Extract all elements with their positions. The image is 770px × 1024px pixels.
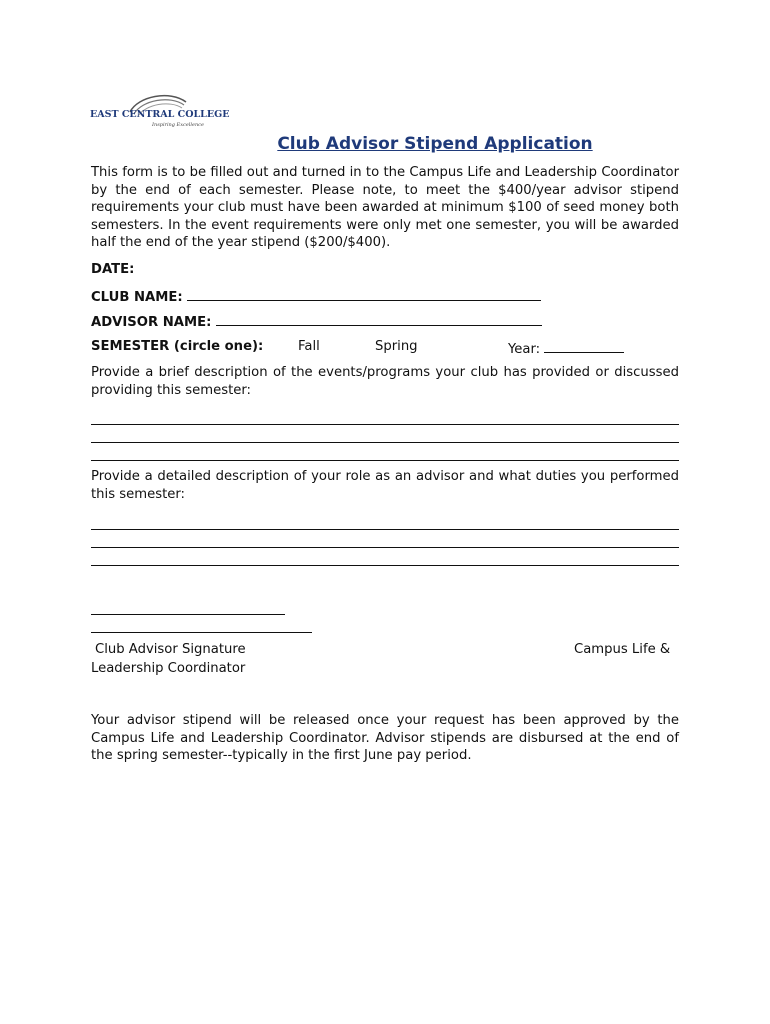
logo-name: EAST CENTRAL COLLEGE <box>90 109 230 120</box>
semester-label: SEMESTER (circle one): <box>91 339 264 354</box>
logo-tagline: Inspiring Excellence <box>152 122 204 128</box>
year-row <box>508 339 624 357</box>
page-title: Club Advisor Stipend Application <box>277 134 593 154</box>
advisor-name-row <box>91 312 542 330</box>
coordinator-signature-label-part2: Leadership Coordinator <box>91 661 246 676</box>
role-answer-line-2[interactable] <box>91 547 679 548</box>
year-label: Year: <box>508 342 541 357</box>
advisor-signature-label: Club Advisor Signature <box>95 642 246 657</box>
role-answer-line-1[interactable] <box>91 529 679 530</box>
footer-note: Your advisor stipend will be released once your request has been approved by the Campus Life and Leadership Coordinator. Advisor stipends are disbursed at the end of the spring semester--typically in the first June pay period. <box>91 713 679 764</box>
date-label: DATE: <box>91 262 135 277</box>
club-name-row <box>91 287 541 305</box>
semester-option-fall[interactable]: Fall <box>298 339 320 354</box>
semester-option-spring[interactable]: Spring <box>375 339 418 354</box>
events-prompt: Provide a brief description of the events/programs your club has provided or discussed providing this semester: <box>91 365 679 398</box>
events-answer-line-1[interactable] <box>91 424 679 425</box>
intro-paragraph: This form is to be filled out and turned in to the Campus Life and Leadership Coordinator by the end of each semester. Please note, to meet the $400/year advisor stipend requirements your club must have been awarded at minimum $100 of seed money both semesters. In the event requirements were only met one semester, you will be awarded half the end of the year stipend ($200/$400). <box>91 165 679 251</box>
advisor-name-label: ADVISOR NAME: <box>91 315 212 330</box>
role-prompt: Provide a detailed description of your role as an advisor and what duties you performed this semester: <box>91 469 679 502</box>
events-answer-line-3[interactable] <box>91 460 679 461</box>
coordinator-signature-label-part1: Campus Life & <box>574 642 671 657</box>
year-field[interactable] <box>544 339 624 353</box>
advisor-signature-line[interactable] <box>91 614 285 615</box>
advisor-name-field[interactable] <box>216 312 542 326</box>
events-answer-line-2[interactable] <box>91 442 679 443</box>
club-name-field[interactable] <box>187 287 541 301</box>
college-logo <box>90 90 230 130</box>
role-answer-line-3[interactable] <box>91 565 679 566</box>
coordinator-signature-line[interactable] <box>91 632 312 633</box>
club-name-label: CLUB NAME: <box>91 290 183 305</box>
